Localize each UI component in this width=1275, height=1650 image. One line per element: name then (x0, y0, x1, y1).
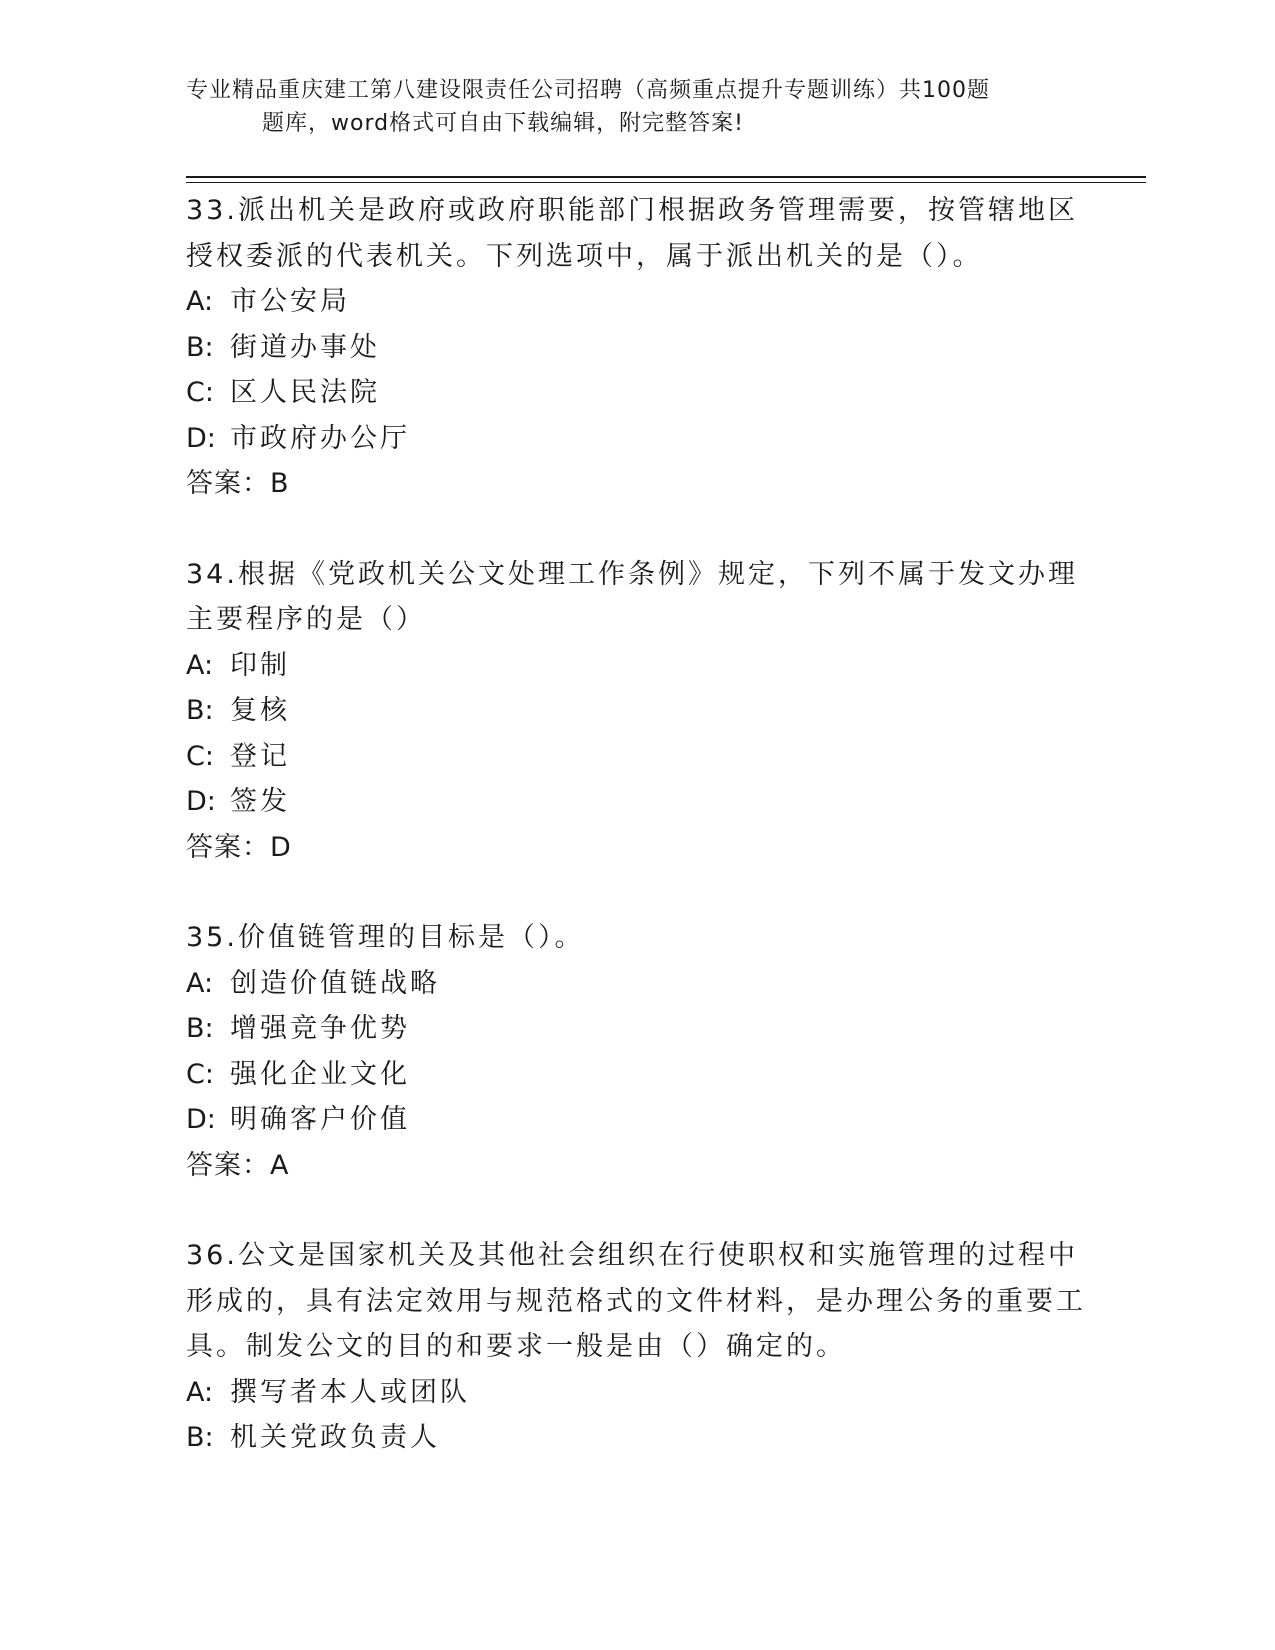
header-line-1: 专业精品重庆建工第八建设限责任公司招聘（高频重点提升专题训练）共100题 (186, 78, 990, 103)
option-a (186, 961, 1086, 1007)
option-letter: C: (186, 740, 214, 772)
option-text: 市政府办公厅 (230, 422, 410, 454)
option-b (186, 325, 1086, 371)
option-letter: B: (186, 695, 214, 726)
option-letter: B: (186, 1422, 214, 1453)
option-b (186, 1006, 1086, 1052)
option-c (186, 370, 1086, 416)
option-letter: B: (186, 1013, 214, 1044)
option-text: 复核 (230, 695, 290, 726)
option-text: 增强竞争优势 (230, 1013, 410, 1044)
question-text: 35.价值链管理的目标是（）。 (186, 922, 585, 953)
question-34 (186, 552, 1086, 871)
option-letter: A: (186, 286, 214, 317)
option-c (186, 1052, 1086, 1098)
option-d (186, 416, 1086, 462)
question-text: 36.公文是国家机关及其他社会组织在行使职权和实施管理的过程中形成的，具有法定效用与规范格式的文件材料，是办理公务的重要工具。制发公文的目的和要求一般是由（）确定的。 (186, 1240, 1086, 1362)
header-line-2: 题库，word格式可自由下载编辑，附完整答案! (262, 111, 744, 136)
option-c (186, 734, 1086, 780)
option-b (186, 688, 1086, 734)
option-letter: B: (186, 331, 214, 363)
option-letter: C: (186, 1058, 214, 1090)
option-text: 印制 (230, 649, 290, 681)
document-header (186, 74, 1066, 140)
question-33 (186, 188, 1086, 507)
option-text: 区人民法院 (230, 377, 380, 408)
option-a (186, 643, 1086, 689)
header-rule-thin (186, 182, 1146, 183)
option-letter: D: (186, 1104, 216, 1135)
answer: 答案：B (186, 468, 290, 499)
answer: 答案：D (186, 831, 292, 863)
question-35 (186, 915, 1086, 1188)
option-text: 市公安局 (230, 286, 350, 317)
option-a (186, 1370, 1086, 1416)
option-letter: D: (186, 422, 216, 454)
option-letter: C: (186, 377, 214, 408)
option-text: 机关党政负责人 (230, 1422, 440, 1453)
option-d (186, 779, 1086, 825)
header-rule-thick (186, 176, 1146, 178)
option-text: 签发 (230, 786, 290, 817)
question-text: 33.派出机关是政府或政府职能部门根据政务管理需要，按管辖地区授权委派的代表机关。下列选项中，属于派出机关的是（）。 (186, 195, 1078, 272)
option-letter: A: (186, 967, 214, 999)
question-text: 34.根据《党政机关公文处理工作条例》规定，下列不属于发文办理主要程序的是（） (186, 558, 1078, 635)
question-36 (186, 1233, 1086, 1461)
option-text: 街道办事处 (230, 331, 380, 363)
option-text: 强化企业文化 (230, 1058, 410, 1090)
option-a (186, 279, 1086, 325)
option-text: 明确客户价值 (230, 1104, 410, 1135)
option-text: 创造价值链战略 (230, 967, 440, 999)
option-letter: D: (186, 786, 216, 817)
option-letter: A: (186, 649, 214, 681)
option-text: 登记 (230, 740, 290, 772)
question-list (186, 188, 1086, 1506)
option-b (186, 1415, 1086, 1461)
option-d (186, 1097, 1086, 1143)
option-text: 撰写者本人或团队 (230, 1376, 470, 1408)
answer: 答案：A (186, 1149, 290, 1181)
option-letter: A: (186, 1376, 214, 1408)
